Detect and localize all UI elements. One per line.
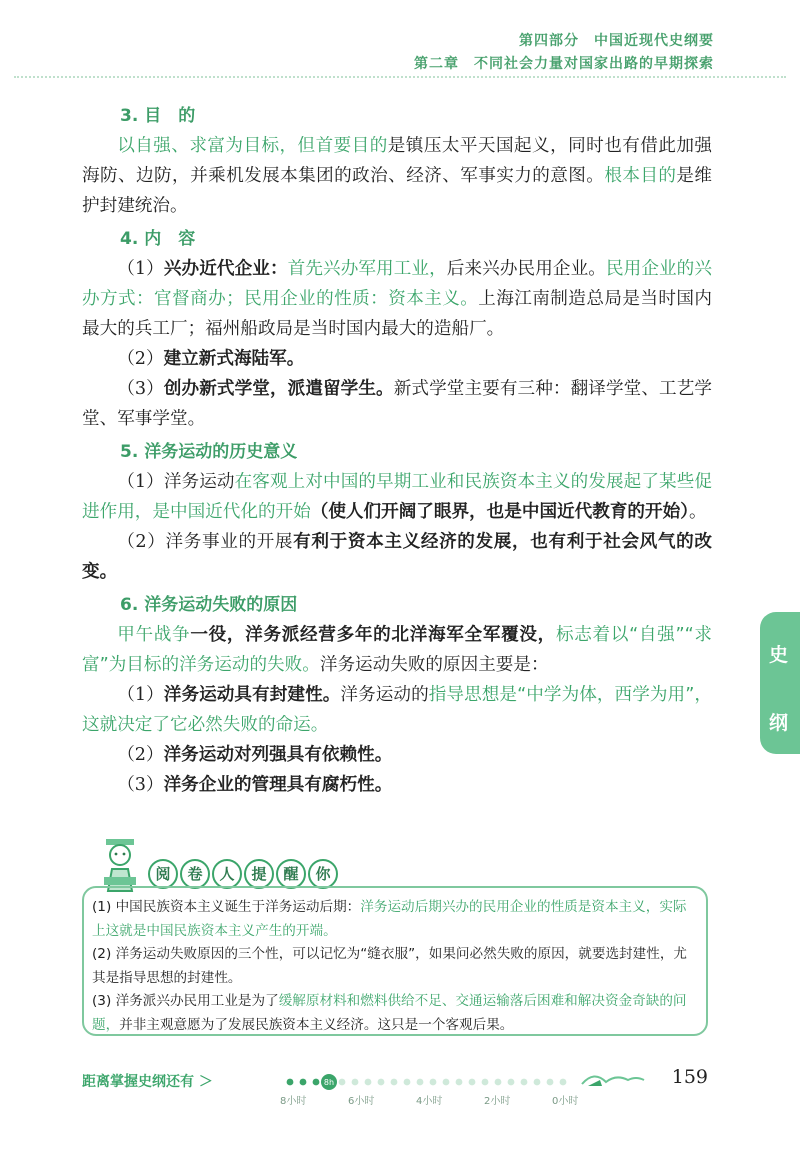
text-green: 缓解原材料和燃料供给不足、交通运输落后困难和解决资金奇缺的问题，: [92, 993, 687, 1033]
progress-dot: [352, 1079, 359, 1086]
tick-label: 2小时: [484, 1096, 511, 1107]
progress-dot: [534, 1079, 541, 1086]
text-green: 洋务运动后期兴办的民用企业的性质是资本主义，实际上这就是中国民族资本主义产生的开端。: [92, 899, 687, 939]
text-bold: 洋务企业的管理具有腐朽性。: [163, 775, 393, 795]
section-6-title: 6. 洋务运动失败的原因: [120, 595, 298, 615]
tick-label: 6小时: [348, 1096, 375, 1107]
text: 洋务运动失败的原因主要是：: [319, 655, 549, 675]
section-4-item-1: [82, 254, 712, 344]
text-green: 标志着以“自强”“求富”为目标的洋务运动的失败。: [82, 625, 712, 675]
progress-dot: [443, 1079, 450, 1086]
side-tab-char: 史: [769, 644, 789, 666]
section-3-paragraph: [82, 131, 712, 221]
text-bold: 创办新式学堂，派遣留学生。: [163, 379, 394, 399]
progress-dot: [365, 1079, 372, 1086]
reminder-box: [82, 886, 708, 1036]
text: 是镇压太平天国起义，同时也有借此加强海防、边防，并乘机发展本集团的政治、经济、军事实力的意图。: [82, 136, 712, 186]
section-3-title: 3. 目 的: [120, 106, 196, 126]
tick-label: 0小时: [552, 1096, 579, 1107]
text: 并非主观意愿为了发展民族资本主义经济。这只是一个客观后果。: [119, 1016, 514, 1033]
section-4-title: 4. 内 容: [120, 229, 196, 249]
progress-dot: [508, 1079, 515, 1086]
text: 。: [689, 502, 707, 522]
item-number: （1）: [117, 259, 164, 279]
page-number: 159: [671, 1066, 708, 1088]
section-6-paragraph: [82, 620, 712, 680]
title-char: 人: [212, 859, 242, 889]
progress-dot: [313, 1079, 320, 1086]
header-chapter: 第二章 不同社会力量对国家出路的早期探索: [414, 56, 714, 72]
progress-dot: [482, 1079, 489, 1086]
progress-dot: [391, 1079, 398, 1086]
text-bold: 建立新式海陆军。: [163, 349, 305, 369]
text: （2）洋务事业的开展: [117, 532, 294, 552]
progress-marker-label: 8h: [323, 1078, 335, 1087]
text-green: 甲午战争: [117, 625, 191, 645]
section-5-item-1: [82, 467, 712, 527]
text: 后来兴办民用企业。: [446, 259, 606, 279]
progress-dot: [378, 1079, 385, 1086]
text-green: 根本目的: [604, 166, 677, 186]
reminder-note-3: [92, 990, 698, 1037]
header-divider: [14, 76, 786, 78]
text-green: 首先兴办军用工业，: [287, 259, 447, 279]
progress-dot: [560, 1079, 567, 1086]
title-char: 你: [308, 859, 338, 889]
study-progress-bar: [282, 1066, 652, 1116]
progress-dot: [469, 1079, 476, 1086]
progress-dot: [547, 1079, 554, 1086]
text: 洋务运动的: [340, 685, 429, 705]
progress-dot: [339, 1079, 346, 1086]
section-5-item-2: [82, 527, 712, 587]
text-bold: 洋务运动具有封建性。: [163, 685, 341, 705]
reminder-title: [148, 859, 340, 889]
item-number: （2）: [117, 745, 164, 765]
item-number: （2）: [117, 349, 164, 369]
text-bold: 洋务运动对列强具有依赖性。: [163, 745, 393, 765]
progress-dot: [287, 1079, 294, 1086]
progress-dot: [495, 1079, 502, 1086]
reminder-note-1: [92, 896, 698, 943]
text-green: 以自强、求富为目标，但首要目的: [117, 136, 388, 156]
side-tab-char: 纲: [769, 712, 789, 734]
text-green: 在客观上对中国的早期工业和民族资本主义的发展起了某些促进作用，是中国近代化的开始: [82, 472, 712, 522]
progress-dot: [417, 1079, 424, 1086]
title-char: 阅: [148, 859, 178, 889]
progress-dot: [456, 1079, 463, 1086]
section-6-item-2: [82, 740, 712, 770]
text: (3) 洋务派兴办民用工业是为了: [92, 993, 279, 1009]
text: (1) 中国民族资本主义诞生于洋务运动后期：: [92, 899, 361, 915]
side-tab: [760, 612, 800, 754]
text-bold: （使人们开阔了眼界，也是中国近代教育的开始）: [310, 502, 689, 522]
progress-dot: [521, 1079, 528, 1086]
item-number: （1）: [117, 685, 164, 705]
text-green: 民用企业的兴办方式：官督商办；民用企业的性质：资本主义。: [82, 259, 712, 309]
text: 上海江南制造总局是当时国内最大的兵工厂；福州船政局是当时国内最大的造船厂。: [82, 289, 712, 339]
progress-dot: [404, 1079, 411, 1086]
text: 是维护封建统治。: [82, 166, 712, 216]
text-bold: 兴办近代企业：: [163, 259, 288, 279]
text-bold: 有利于资本主义经济的发展，也有利于社会风气的改变。: [82, 532, 712, 582]
tick-label: 4小时: [416, 1096, 443, 1107]
text: (2) 洋务运动失败原因的三个性，可以记忆为“缝衣服”，如果问必然失败的原因，就要选封建性，尤其是指导思想的封建性。: [92, 946, 688, 986]
text-green: 指导思想是“中学为体，西学为用”，这就决定了它必然失败的命运。: [82, 685, 712, 735]
title-char: 卷: [180, 859, 210, 889]
page-content: [82, 98, 712, 800]
item-number: （3）: [117, 379, 164, 399]
section-4-item-3: [82, 374, 712, 434]
item-number: （3）: [117, 775, 164, 795]
tick-label: 8小时: [280, 1096, 307, 1107]
text: （1）洋务运动: [117, 472, 235, 492]
section-4-item-2: [82, 344, 712, 374]
header-part: 第四部分 中国近现代史纲要: [519, 33, 714, 49]
text-bold: 一役，洋务派经营多年的北洋海军全军覆没，: [190, 625, 556, 645]
title-char: 提: [244, 859, 274, 889]
section-5-title: 5. 洋务运动的历史意义: [120, 442, 298, 462]
reminder-note-2: [92, 943, 698, 990]
footer-progress-label: 距离掌握史纲还有 ＞: [82, 1074, 213, 1090]
student-avatar-icon: [100, 837, 140, 893]
section-6-item-1: [82, 680, 712, 740]
progress-dot: [300, 1079, 307, 1086]
text: 新式学堂主要有三种：翻译学堂、工艺学堂、军事学堂。: [82, 379, 712, 429]
progress-dot: [430, 1079, 437, 1086]
section-6-item-3: [82, 770, 712, 800]
title-char: 醒: [276, 859, 306, 889]
